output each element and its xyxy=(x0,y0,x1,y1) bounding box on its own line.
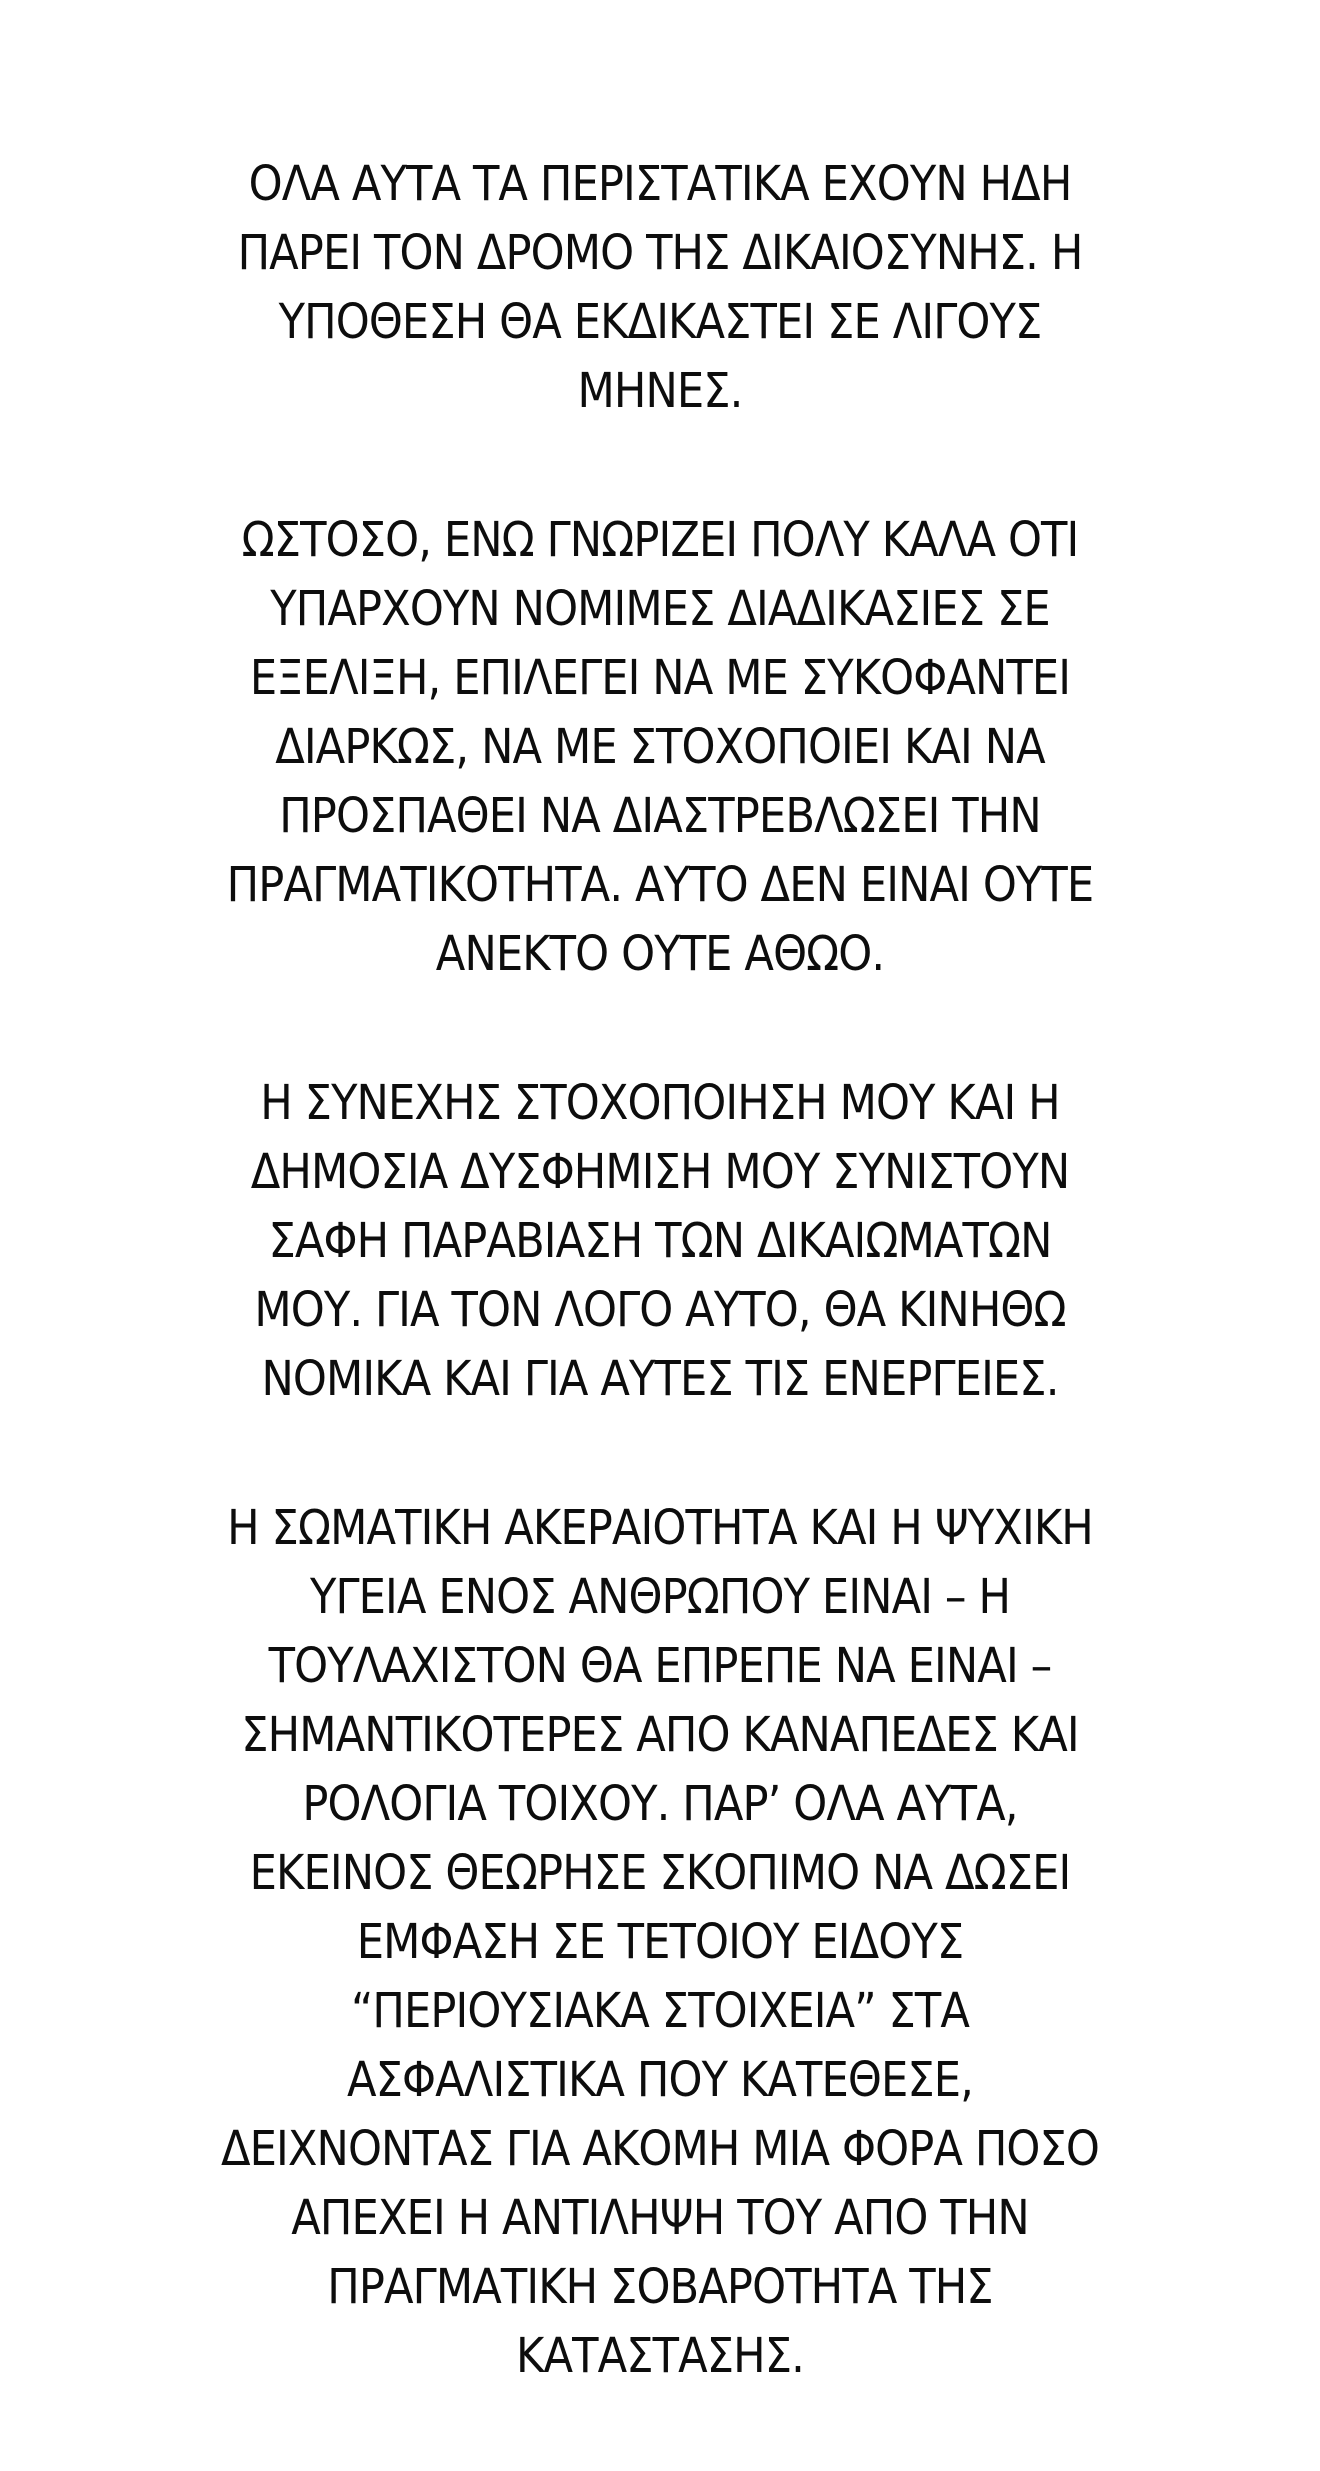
story-line: ΠΡΟΣΠΑΘΕΙ ΝΑ ΔΙΑΣΤΡΕΒΛΩΣΕΙ ΤΗΝ xyxy=(279,788,1041,844)
story-line: ΣΗΜΑΝΤΙΚΟΤΕΡΕΣ ΑΠΟ ΚΑΝΑΠΕΔΕΣ ΚΑΙ xyxy=(241,1707,1079,1763)
story-line: ΥΓΕΙΑ ΕΝΟΣ ΑΝΘΡΩΠΟΥ ΕΙΝΑΙ – Η xyxy=(309,1569,1011,1625)
story-line: ΜΗΝΕΣ. xyxy=(577,363,743,419)
story-line: ΠΡΑΓΜΑΤΙΚΗ ΣΟΒΑΡΟΤΗΤΑ ΤΗΣ xyxy=(327,2259,993,2315)
story-line: ΝΟΜΙΚΑ ΚΑΙ ΓΙΑ ΑΥΤΕΣ ΤΙΣ ΕΝΕΡΓΕΙΕΣ. xyxy=(261,1351,1059,1407)
story-line: ΕΜΦΑΣΗ ΣΕ ΤΕΤΟΙΟΥ ΕΙΔΟΥΣ xyxy=(356,1914,964,1970)
story-paragraph-2 xyxy=(120,506,1200,989)
story-line: ΔΙΑΡΚΩΣ, ΝΑ ΜΕ ΣΤΟΧΟΠΟΙΕΙ ΚΑΙ ΝΑ xyxy=(275,719,1045,775)
story-paragraph-3 xyxy=(120,1069,1200,1414)
story-line: ΟΛΑ ΑΥΤΑ ΤΑ ΠΕΡΙΣΤΑΤΙΚΑ ΕΧΟΥΝ ΗΔΗ xyxy=(248,156,1072,212)
story-line: ΜΟΥ. ΓΙΑ ΤΟΝ ΛΟΓΟ ΑΥΤΟ, ΘΑ ΚΙΝΗΘΩ xyxy=(254,1282,1066,1338)
story-line: ΠΑΡΕΙ ΤΟΝ ΔΡΟΜΟ ΤΗΣ ΔΙΚΑΙΟΣΥΝΗΣ. Η xyxy=(237,225,1083,281)
story-line: ΔΗΜΟΣΙΑ ΔΥΣΦΗΜΙΣΗ ΜΟΥ ΣΥΝΙΣΤΟΥΝ xyxy=(250,1144,1070,1200)
story-line: “ΠΕΡΙΟΥΣΙΑΚΑ ΣΤΟΙΧΕΙΑ” ΣΤΑ xyxy=(350,1983,970,2039)
story-line: ΣΑΦΗ ΠΑΡΑΒΙΑΣΗ ΤΩΝ ΔΙΚΑΙΩΜΑΤΩΝ xyxy=(268,1213,1052,1269)
story-line: ΠΡΑΓΜΑΤΙΚΟΤΗΤΑ. ΑΥΤΟ ΔΕΝ ΕΙΝΑΙ ΟΥΤΕ xyxy=(226,857,1094,913)
story-line: ΑΝΕΚΤΟ ΟΥΤΕ ΑΘΩΟ. xyxy=(435,926,885,982)
story-line: ΔΕΙΧΝΟΝΤΑΣ ΓΙΑ ΑΚΟΜΗ ΜΙΑ ΦΟΡΑ ΠΟΣΟ xyxy=(220,2121,1100,2177)
story-line: ΥΠΑΡΧΟΥΝ ΝΟΜΙΜΕΣ ΔΙΑΔΙΚΑΣΙΕΣ ΣΕ xyxy=(270,581,1050,637)
story-line: ΡΟΛΟΓΙΑ ΤΟΙΧΟΥ. ΠΑΡ’ ΟΛΑ ΑΥΤΑ, xyxy=(302,1776,1018,1832)
story-line: ΕΚΕΙΝΟΣ ΘΕΩΡΗΣΕ ΣΚΟΠΙΜΟ ΝΑ ΔΩΣΕΙ xyxy=(249,1845,1071,1901)
story-line: ΥΠΟΘΕΣΗ ΘΑ ΕΚΔΙΚΑΣΤΕΙ ΣΕ ΛΙΓΟΥΣ xyxy=(278,294,1042,350)
story-paragraph-4 xyxy=(120,1494,1200,2391)
story-line: Η ΣΩΜΑΤΙΚΗ ΑΚΕΡΑΙΟΤΗΤΑ ΚΑΙ Η ΨΥΧΙΚΗ xyxy=(227,1500,1093,1556)
story-line: Η ΣΥΝΕΧΗΣ ΣΤΟΧΟΠΟΙΗΣΗ ΜΟΥ ΚΑΙ Η xyxy=(260,1075,1060,1131)
story-paragraph-1 xyxy=(120,150,1200,426)
story-text-block xyxy=(120,150,1200,2471)
story-line: ΕΞΕΛΙΞΗ, ΕΠΙΛΕΓΕΙ ΝΑ ΜΕ ΣΥΚΟΦΑΝΤΕΙ xyxy=(249,650,1071,706)
story-line: ΑΣΦΑΛΙΣΤΙΚΑ ΠΟΥ ΚΑΤΕΘΕΣΕ, xyxy=(346,2052,974,2108)
story-line: ΩΣΤΟΣΟ, ΕΝΩ ΓΝΩΡΙΖΕΙ ΠΟΛΥ ΚΑΛΑ ΟΤΙ xyxy=(241,512,1079,568)
story-line: ΑΠΕΧΕΙ Η ΑΝΤΙΛΗΨΗ ΤΟΥ ΑΠΟ ΤΗΝ xyxy=(291,2190,1029,2246)
story-line: ΤΟΥΛΑΧΙΣΤΟΝ ΘΑ ΕΠΡΕΠΕ ΝΑ ΕΙΝΑΙ – xyxy=(268,1638,1052,1694)
story-line: ΚΑΤΑΣΤΑΣΗΣ. xyxy=(516,2328,804,2384)
